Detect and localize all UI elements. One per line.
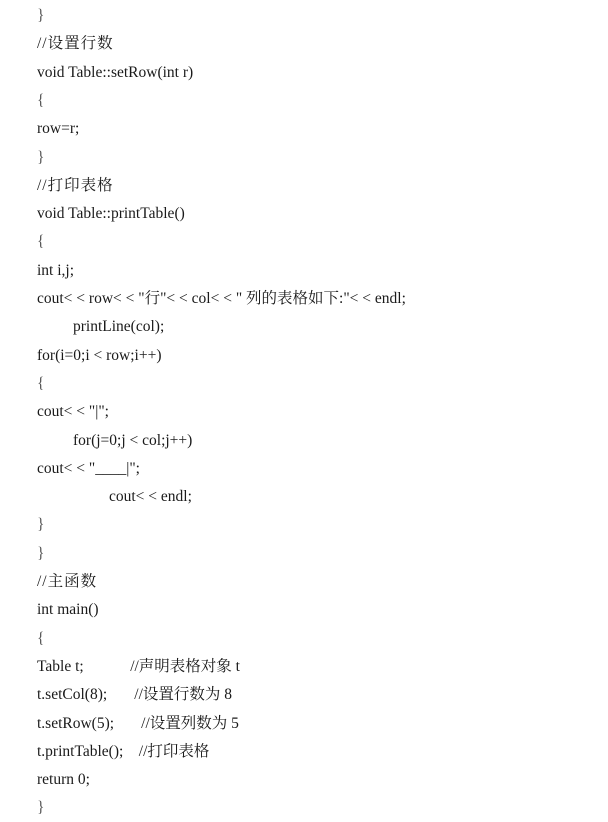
code-line: { [37,629,45,647]
code-line: t.setRow(5); //设置列数为 5 [37,714,239,732]
code-line: void Table::setRow(int r) [37,63,194,81]
code-line: } [37,799,45,817]
code-line: cout< < endl; [109,488,192,506]
code-line: { [37,233,45,251]
code-line: t.setCol(8); //设置行数为 8 [37,686,233,704]
code-line: //设置行数 [37,35,114,53]
code-line: } [37,7,45,24]
code-line: } [37,516,45,534]
code-line: } [37,148,45,166]
code-line: //主函数 [37,573,98,590]
code-line: int i,j; [37,261,75,279]
code-line: } [37,544,45,562]
code-line: cout< < "____|"; [37,459,140,477]
code-line: for(j=0;j < col;j++) [73,431,193,449]
code-line: row=r; [37,120,80,138]
code-line: void Table::printTable() [37,205,185,223]
code-line: { [37,91,45,109]
code-line: cout< < "|"; [37,403,109,421]
code-line: return 0; [37,771,90,789]
code-line: //打印表格 [37,176,114,194]
code-line: Table t; //声明表格对象 t [37,657,240,675]
code-line: { [37,374,45,392]
code-line: printLine(col); [73,318,165,336]
code-line: t.printTable(); //打印表格 [37,742,210,760]
code-line: for(i=0;i < row;i++) [37,346,162,364]
code-line: cout< < row< < "行"< < col< < " 列的表格如下:"< < endl; [37,290,406,307]
code-line: int main() [37,601,99,619]
